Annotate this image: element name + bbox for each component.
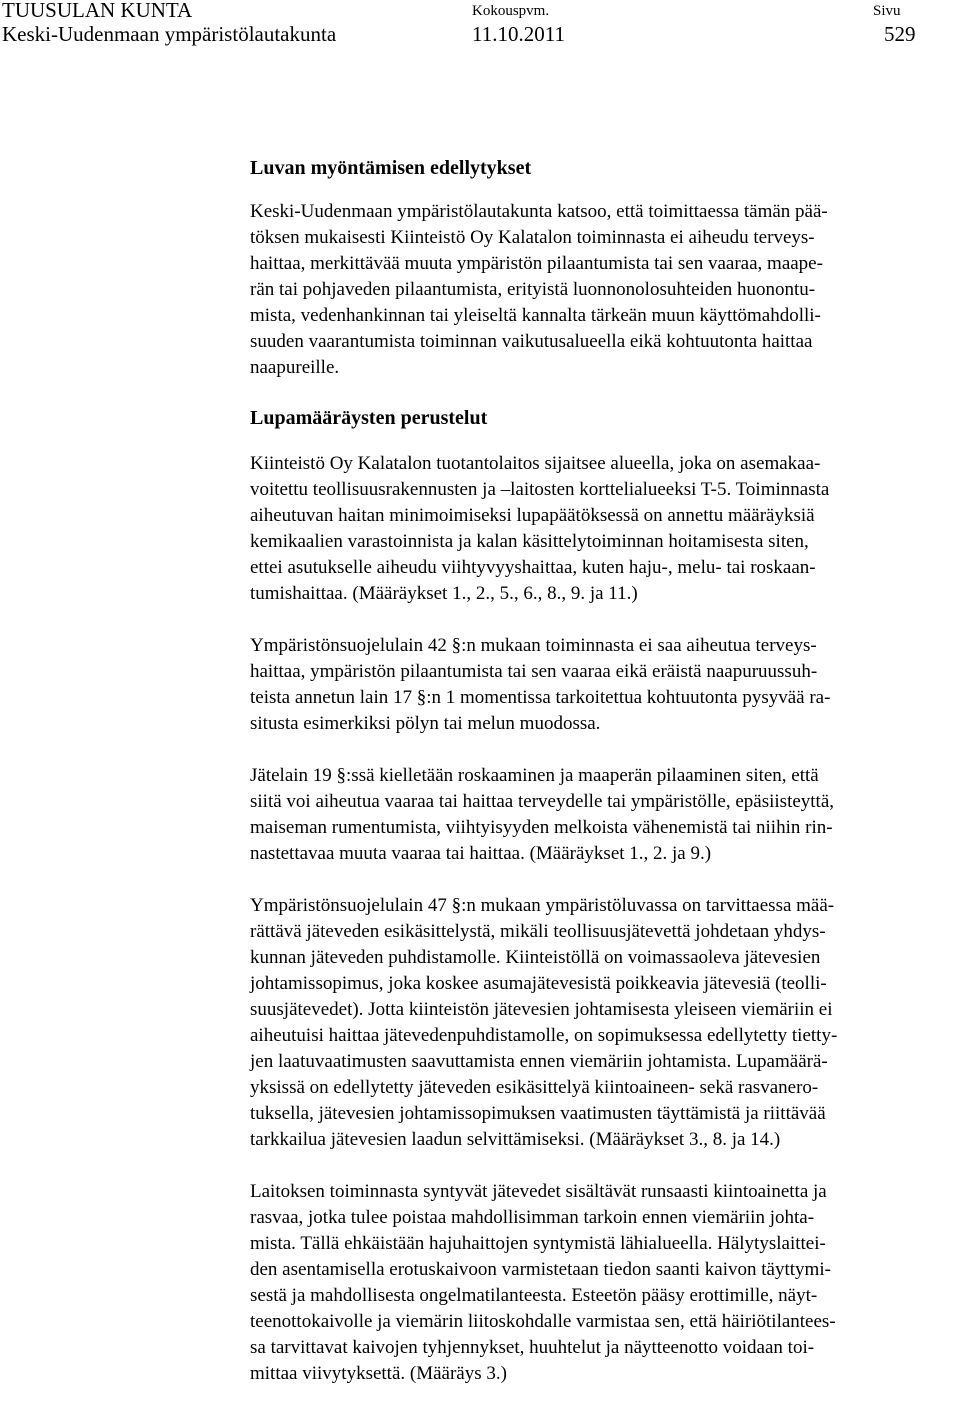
text-line: rän tai pohjaveden pilaantumista, erityistä luonnonolosuhteiden huonontu- bbox=[250, 279, 816, 300]
text-line: suusjätevedet). Jotta kiinteistön jätevesien johtamisesta yleiseen viemäriin ei bbox=[250, 999, 833, 1020]
paragraph-spacer bbox=[250, 607, 958, 633]
paragraph-spacer bbox=[250, 737, 958, 763]
text-line: mittaa viivytyksettä. (Määräys 3.) bbox=[250, 1363, 507, 1384]
text-line: töksen mukaisesti Kiinteistö Oy Kalatalon toiminnasta ei aiheudu terveys- bbox=[250, 227, 815, 248]
paragraph-environmental-protection-act-47 bbox=[250, 893, 958, 1153]
text-line: sestä ja mahdollisesta ongelmatilanteesta. Esteetön pääsy erottimille, näyt- bbox=[250, 1285, 818, 1306]
text-line: haittaa, ympäristön pilaantumista tai sen vaaraa eikä eräistä naapuruussuh- bbox=[250, 661, 818, 682]
text-line: teista annetun lain 17 §:n 1 momentissa tarkoitettua kohtuutonta pysyvää ra- bbox=[250, 687, 831, 708]
organization-name: TUUSULAN KUNTA bbox=[2, 0, 193, 22]
text-line: yksissä on edellytetty jäteveden esikäsittelyä kiintoaineen- sekä rasvanero- bbox=[250, 1077, 819, 1098]
text-line: kunnan jäteveden puhdistamolle. Kiinteistöllä on voimassaoleva jätevesien bbox=[250, 947, 821, 968]
paragraph-spacer bbox=[250, 867, 958, 893]
text-line: voitettu teollisuusrakennusten ja –laitosten korttelialueeksi T-5. Toiminnasta bbox=[250, 479, 830, 500]
document-body bbox=[250, 155, 958, 1387]
text-line: aiheutuvan haitan minimoimiseksi lupapäätöksessä on annettu määräyksiä bbox=[250, 505, 815, 526]
text-line: nastettavaa muuta vaaraa tai haittaa. (Määräykset 1., 2. ja 9.) bbox=[250, 843, 712, 864]
page-number: 529 bbox=[884, 22, 916, 46]
text-line: den asentamisella erotuskaivoon varmistetaan tiedon saanti kaivon täyttymi- bbox=[250, 1259, 831, 1280]
page-header bbox=[0, 0, 960, 50]
text-line: suuden vaarantumista toiminnan vaikutusalueella eikä kohtuutonta haittaa bbox=[250, 331, 813, 352]
text-line: tarkkailua jätevesien laadun selvittämiseksi. (Määräykset 3., 8. ja 14.) bbox=[250, 1129, 781, 1150]
text-line: johtamissopimus, joka koskee asumajätevesistä poikkeavia jätevesiä (teolli- bbox=[250, 973, 827, 994]
text-line: naapureille. bbox=[250, 357, 340, 378]
text-line: Kiinteistö Oy Kalatalon tuotantolaitos sijaitsee alueella, joka on asemakaa- bbox=[250, 453, 821, 474]
meeting-date-label: Kokouspvm. bbox=[472, 3, 550, 19]
text-line: sa tarvittavat kaivojen tyhjennykset, huuhtelut ja näytteenotto voidaan toi- bbox=[250, 1337, 815, 1358]
text-line: situsta esimerkiksi pölyn tai melun muodossa. bbox=[250, 713, 601, 734]
text-line: mista. Tällä ehkäistään hajuhaittojen syntymistä lähialueella. Hälytyslaittei- bbox=[250, 1233, 826, 1254]
text-line: Laitoksen toiminnasta syntyvät jätevedet sisältävät runsaasti kiintoainetta ja bbox=[250, 1181, 827, 1202]
paragraph-permit-conditions bbox=[250, 199, 958, 381]
paragraph-location bbox=[250, 451, 958, 607]
page-label: Sivu bbox=[873, 3, 901, 19]
text-line: Ympäristönsuojelulain 47 §:n mukaan ympäristöluvassa on tarvittaessa mää- bbox=[250, 895, 835, 916]
paragraph-wastewater bbox=[250, 1179, 958, 1387]
text-line: ettei asutukselle aiheudu viihtyvyyshaittaa, kuten haju-, melu- tai roskaan- bbox=[250, 557, 816, 578]
text-line: mista, vedenhankinnan tai yleiseltä kannalta tärkeän muun käyttömahdolli- bbox=[250, 305, 821, 326]
text-line: rättävä jäteveden esikäsittelystä, mikäli teollisuusjätevettä johdetaan yhdys- bbox=[250, 921, 826, 942]
text-line: kemikaalien varastoinnista ja kalan käsittelytoiminnan hoitamisesta siten, bbox=[250, 531, 809, 552]
paragraph-spacer bbox=[250, 1153, 958, 1179]
section-heading-regulation-grounds: Lupamääräysten perustelut bbox=[250, 407, 488, 429]
text-line: aiheutuisi haittaa jätevedenpuhdistamolle, on sopimuksessa edellytetty tietty- bbox=[250, 1025, 838, 1046]
text-line: tumishaittaa. (Määräykset 1., 2., 5., 6., 8., 9. ja 11.) bbox=[250, 583, 638, 604]
text-line: Jätelain 19 §:ssä kielletään roskaaminen ja maaperän pilaaminen siten, että bbox=[250, 765, 819, 786]
text-line: haittaa, merkittävää muuta ympäristön pilaantumista tai sen vaaraa, maape- bbox=[250, 253, 823, 274]
text-line: tuksella, jätevesien johtamissopimuksen vaatimusten täyttämistä ja riittävää bbox=[250, 1103, 826, 1124]
section-heading-permit-conditions: Luvan myöntämisen edellytykset bbox=[250, 157, 532, 179]
board-name: Keski-Uudenmaan ympäristölautakunta bbox=[2, 22, 337, 46]
text-line: teenottokaivolle ja viemärin liitoskohdalle varmistaa sen, että häiriötilantees- bbox=[250, 1311, 836, 1332]
text-line: siitä voi aiheutua vaaraa tai haittaa terveydelle tai ympäristölle, epäsiisteyttä, bbox=[250, 791, 835, 812]
text-line: jen laatuvaatimusten saavuttamista ennen viemäriin johtamista. Lupamäärä- bbox=[250, 1051, 828, 1072]
text-line: rasvaa, jotka tulee poistaa mahdollisimman tarkoin ennen viemäriin johta- bbox=[250, 1207, 815, 1228]
text-line: Ympäristönsuojelulain 42 §:n mukaan toiminnasta ei saa aiheutua terveys- bbox=[250, 635, 817, 656]
text-line: Keski-Uudenmaan ympäristölautakunta katsoo, että toimittaessa tämän pää- bbox=[250, 201, 828, 222]
paragraph-environmental-protection-act-42 bbox=[250, 633, 958, 737]
paragraph-waste-act-19 bbox=[250, 763, 958, 867]
text-line: maiseman rumentumista, viihtyisyyden melkoista vähenemistä tai niihin rin- bbox=[250, 817, 833, 838]
meeting-date: 11.10.2011 bbox=[472, 22, 565, 46]
